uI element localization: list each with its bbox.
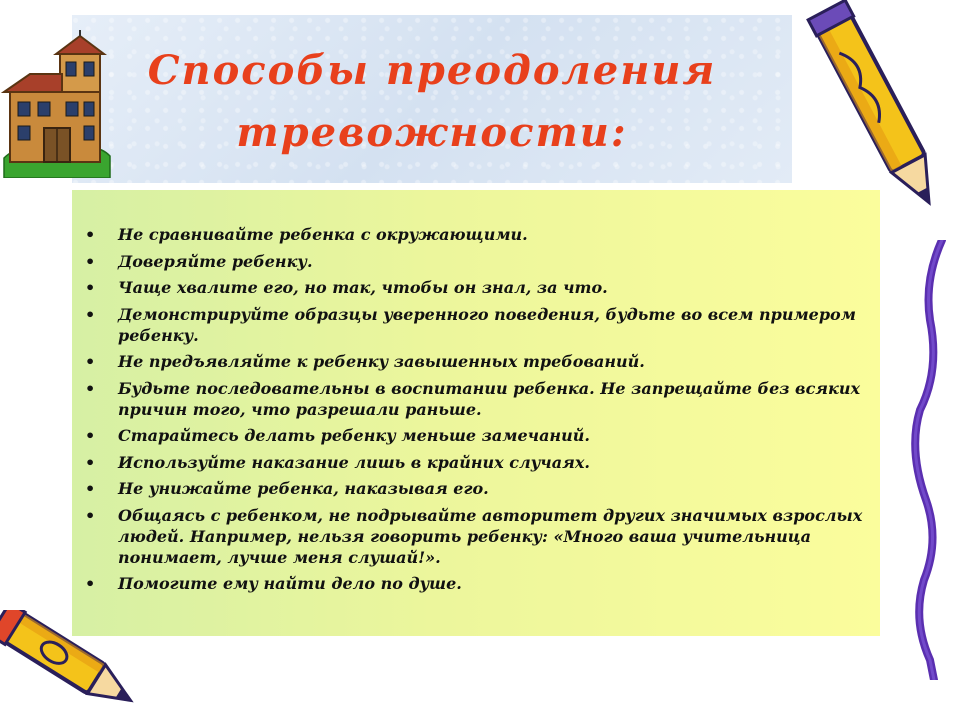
yellow-pencil-icon xyxy=(806,0,960,232)
purple-squiggle-line xyxy=(900,240,960,680)
list-item xyxy=(80,452,870,473)
bullet-icon: • xyxy=(85,574,96,593)
slide-title: Способы преодоления тревожности: xyxy=(147,47,717,156)
list-item-text: Старайтесь делать ребенку меньше замечаний. xyxy=(118,426,590,445)
bullet-icon: • xyxy=(85,304,96,324)
list-item xyxy=(80,277,870,298)
list-item xyxy=(80,251,870,272)
list-item xyxy=(80,351,870,372)
bullet-icon: • xyxy=(85,352,96,371)
school-building-icon xyxy=(0,30,112,178)
list-item xyxy=(80,425,870,446)
bullet-icon: • xyxy=(85,225,96,244)
bullet-icon: • xyxy=(85,378,96,398)
list-item-text: Помогите ему найти дело по душе. xyxy=(118,574,462,593)
list-item-text: Общаясь с ребенком, не подрывайте авторитет других значимых взрослых людей. Например, нельзя говорить ребенку: «Много ваша учительница понимает, лучше меня слушай!». xyxy=(118,505,863,567)
list-item xyxy=(80,505,870,568)
list-item-text: Не унижайте ребенка, наказывая его. xyxy=(118,479,489,498)
list-item-text: Доверяйте ребенку. xyxy=(118,251,313,271)
yellow-pencil-icon xyxy=(0,610,140,720)
list-item xyxy=(80,478,870,499)
list-item-text: Будьте последовательны в воспитании ребенка. Не запрещайте без всяких причин того, что разрешали раньше. xyxy=(118,378,861,419)
bullet-icon: • xyxy=(85,452,96,472)
bullet-icon: • xyxy=(85,278,96,297)
list-item xyxy=(80,573,870,594)
list-item xyxy=(80,304,870,346)
list-item xyxy=(80,224,870,245)
bullet-icon: • xyxy=(85,505,96,525)
bullet-icon: • xyxy=(85,479,96,498)
bullet-icon: • xyxy=(85,426,96,445)
list-item-text: Демонстрируйте образцы уверенного поведения, будьте во всем примером ребенку. xyxy=(118,304,856,345)
list-item-text: Не предъявляйте к ребенку завышенных требований. xyxy=(118,352,645,371)
list-item-text: Чаще хвалите его, но так, чтобы он знал, за что. xyxy=(118,278,608,297)
bullet-icon: • xyxy=(85,251,96,271)
list-item-text: Не сравнивайте ребенка с окружающими. xyxy=(118,225,528,244)
list-item-text: Используйте наказание лишь в крайних случаях. xyxy=(118,452,590,472)
bullet-list xyxy=(80,224,870,600)
list-item xyxy=(80,378,870,420)
